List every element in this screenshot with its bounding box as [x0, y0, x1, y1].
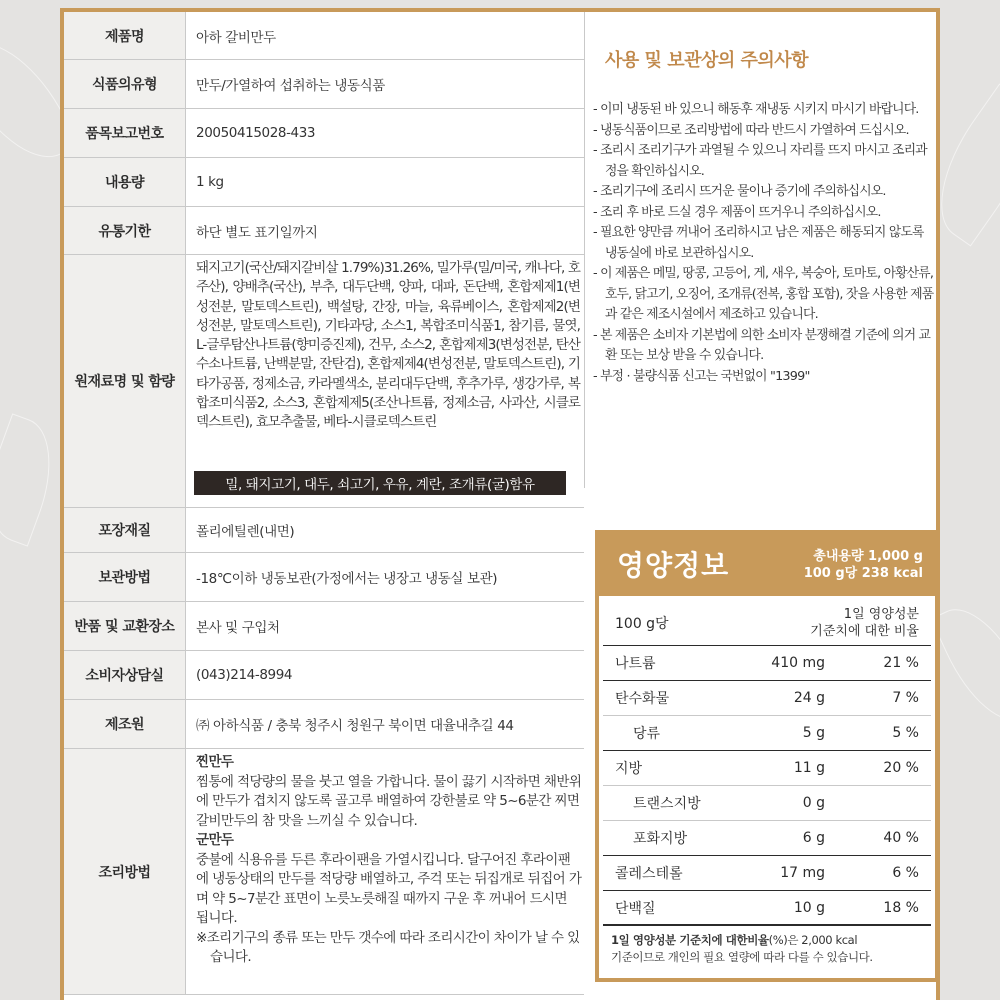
nutrient-amount: 11 g: [793, 760, 825, 776]
nutrition-footnote: [603, 926, 931, 972]
caution-item: - 조리시 조리기구가 과열될 수 있으니 자리를 뜨지 마시고 조리과정을 확인하십시오.: [593, 143, 927, 179]
steam-text: 찜통에 적당량의 물을 붓고 열을 가합니다. 물이 끓기 시작하면 채반위에 만두가 겹치지 않도록 골고루 배열하여 강한불로 약 5~6분간 찌면 갈비만두의 참 맛을 느끼실 수 있습니다.: [196, 773, 582, 829]
footnote-text-2: 기준이므로 개인의 필요 열량에 따라 다를 수 있습니다.: [611, 950, 873, 964]
allergen-banner: 밀, 돼지고기, 대두, 쇠고기, 우유, 계란, 조개류(굴)함유: [194, 471, 566, 495]
nutrient-percent: 7 %: [892, 690, 919, 706]
info-row-report-number: [64, 109, 584, 158]
background-leaf: [930, 593, 1000, 736]
nutrient-row-saturated-fat: [603, 821, 931, 856]
info-row-product-name: [64, 12, 584, 60]
info-value: -18℃이하 냉동보관(가정에서는 냉장고 냉동실 보관): [196, 571, 498, 587]
nutrition-facts: [595, 530, 939, 982]
info-label: 제품명: [64, 12, 186, 59]
info-label: 반품 및 교환장소: [64, 602, 186, 650]
nutrient-name: 나트륨: [615, 656, 656, 672]
fry-text: 중불에 식용유를 두른 후라이팬을 가열시킵니다. 달구어진 후라이팬에 냉동상태의 만두를 적당량 배열하고, 주걱 또는 뒤집개로 뒤집어 가며 약 5~7분간 표면이 노릇노릇해질 때까지 구운 후 꺼내어 드시면 됩니다.: [196, 851, 582, 926]
nutrient-name: 탄수화물: [615, 691, 670, 707]
ingredients-text: 돼지고기(국산/돼지갈비살 1.79%)31.26%, 밀가루(밀/미국, 캐나다, 호주산), 양배추(국산), 부추, 대두단백, 양파, 대파, 돈단백, 혼합제제1(변성전분, 말토덱스트린), 백설탕, 간장, 마늘, 육류베이스, 혼합제제2(변성전분, 말토덱스트린), 기타과당, 소스1, 복합조미식품1, 참기름, 물엿, L-글루탐산나트륨(향미증진제), 건무, 소스2, 혼합제제3(변성전분, 탄산수소나트륨, 난백분말, 잔탄검), 혼합제제4(변성전분, 말토덱스트린), 기타가공품, 정제소금, 카라멜색소, 분리대두단백, 후추가루, 생강가루, 복합조미식품2, 소스3, 혼합제제5(조산나트륨, 정제소금, 사과산, 시클로덱스트린), 효모추출물, 베타-시클로덱스트린: [196, 260, 580, 431]
info-label: 식품의유형: [64, 60, 186, 108]
nutrient-name: 트랜스지방: [633, 796, 701, 812]
nutrition-column-header: [603, 600, 931, 646]
nutrient-name: 당류: [633, 726, 661, 742]
column-divider: [584, 12, 585, 488]
info-value: (043)214-8994: [196, 667, 293, 683]
caution-title: 사용 및 보관상의 주의사항: [605, 50, 809, 71]
info-value: 만두/가열하여 섭취하는 냉동식품: [196, 78, 385, 94]
cooking-cell: [186, 749, 584, 994]
background-leaf: [0, 413, 69, 546]
info-label: 소비자상담실: [64, 651, 186, 699]
nutrient-row-cholesterol: [603, 856, 931, 891]
caution-item: - 부정 · 불량식품 신고는 국번없이 "1399": [593, 368, 810, 384]
info-row-food-type: [64, 60, 584, 109]
nutrient-percent: 21 %: [883, 655, 919, 671]
cooking-instructions: [196, 753, 582, 968]
nutrient-percent: 6 %: [892, 865, 919, 881]
info-value: 1 kg: [196, 174, 224, 190]
nutrient-name: 단백질: [615, 900, 656, 917]
info-label: 조리방법: [64, 749, 186, 994]
nutrient-amount: 24 g: [793, 690, 825, 706]
steam-title: 찐만두: [196, 754, 234, 770]
nutrient-amount: 10 g: [793, 899, 825, 916]
nutrient-name: 지방: [615, 761, 643, 777]
calories-per-100g: 100 g당 238 kcal: [803, 566, 923, 581]
info-label: 내용량: [64, 158, 186, 206]
nutrient-name: 콜레스테롤: [615, 866, 683, 882]
nutrition-totals: [804, 548, 923, 582]
fry-title: 군만두: [196, 832, 234, 848]
info-label: 품목보고번호: [64, 109, 186, 157]
note-mark: ※: [196, 929, 207, 946]
note-text: 조리기구의 종류 또는 만두 갯수에 따라 조리시간이 차이가 날 수 있습니다.: [206, 929, 580, 965]
info-label: 제조원: [64, 700, 186, 748]
caution-item: - 이 제품은 메밀, 땅콩, 고등어, 게, 새우, 복숭아, 토마토, 아황산류, 호두, 닭고기, 오징어, 조개류(전복, 홍합 포함), 잣을 사용한 제품과 같은 제조시설에서 제조하고 있습니다.: [593, 266, 934, 322]
nutrient-row-sodium: [603, 646, 931, 681]
info-row-manufacturer: [64, 700, 584, 749]
info-label: 보관방법: [64, 553, 186, 601]
caution-item: - 필요한 양만큼 꺼내어 조리하시고 남은 제품은 해동되지 않도록 냉동실에 바로 보관하십시오.: [593, 225, 924, 261]
info-label: 포장재질: [64, 508, 186, 552]
nutrient-amount: 0 g: [802, 795, 825, 811]
daily-value-header: [810, 600, 919, 645]
total-weight: 총내용량 1,000 g: [813, 549, 923, 564]
nutrient-row-trans-fat: [603, 786, 931, 821]
caution-item: - 본 제품은 소비자 기본법에 의한 소비자 분쟁해결 기준에 의거 교환 또는 보상 받을 수 있습니다.: [593, 327, 931, 363]
caution-item: - 냉동식품이므로 조리방법에 따라 반드시 가열하여 드십시오.: [593, 122, 909, 138]
label-panel: [60, 8, 940, 1000]
nutrient-amount: 5 g: [802, 725, 825, 741]
nutrient-percent: 20 %: [883, 760, 919, 776]
info-row-cooking: [64, 749, 584, 995]
nutrient-percent: 40 %: [883, 830, 919, 846]
info-value: 본사 및 구입처: [196, 620, 280, 636]
footnote-text-1: (%)은 2,000 kcal: [768, 933, 858, 947]
info-row-consumer-center: [64, 651, 584, 700]
footnote-bold: 1일 영양성분 기준치에 대한비율: [611, 933, 769, 947]
daily-value-header-line1: 1일 영양성분: [843, 606, 919, 622]
cooking-note: [196, 929, 582, 968]
info-row-returns: [64, 602, 584, 651]
nutrient-row-carbohydrate: [603, 681, 931, 716]
info-label: 유통기한: [64, 207, 186, 254]
nutrient-percent: 18 %: [883, 899, 919, 916]
nutrient-percent: 5 %: [892, 725, 919, 741]
nutrient-amount: 6 g: [802, 830, 825, 846]
caution-item: - 조리기구에 조리시 뜨거운 물이나 증기에 주의하십시오.: [593, 184, 886, 199]
nutrient-name: 포화지방: [633, 831, 688, 847]
nutrition-table: [603, 600, 931, 974]
info-value: 아하 갈비만두: [196, 29, 276, 46]
ingredients-cell: [186, 255, 584, 507]
nutrient-row-fat: [603, 751, 931, 786]
nutrient-amount: 410 mg: [771, 655, 825, 671]
info-row-storage: [64, 553, 584, 602]
nutrient-amount: 17 mg: [780, 865, 825, 881]
daily-value-header-line2: 기준치에 대한 비율: [810, 623, 919, 639]
info-label: 원재료명 및 함량: [64, 255, 186, 507]
caution-list: [593, 100, 938, 387]
info-value: 폴리에틸렌(내면): [196, 524, 295, 540]
caution-item: - 이미 냉동된 바 있으니 해동후 재냉동 시키지 마시기 바랍니다.: [593, 102, 919, 117]
nutrition-title: 영양정보: [617, 549, 730, 582]
info-row-net-weight: [64, 158, 584, 207]
per-100g-label: 100 g당: [615, 615, 669, 632]
nutrient-row-sugars: [603, 716, 931, 751]
info-value: 하단 별도 표기일까지: [196, 224, 318, 241]
nutrient-row-protein: [603, 891, 931, 926]
nutrition-header: [599, 534, 935, 596]
info-value: ㈜ 아하식품 / 충북 청주시 청원구 북이면 대율내추길 44: [196, 718, 514, 734]
info-row-expiry: [64, 207, 584, 255]
info-row-ingredients: [64, 255, 584, 508]
caution-item: - 조리 후 바로 드실 경우 제품이 뜨거우니 주의하십시오.: [593, 204, 881, 220]
info-value: 20050415028-433: [196, 125, 316, 141]
info-row-packaging: [64, 508, 584, 553]
